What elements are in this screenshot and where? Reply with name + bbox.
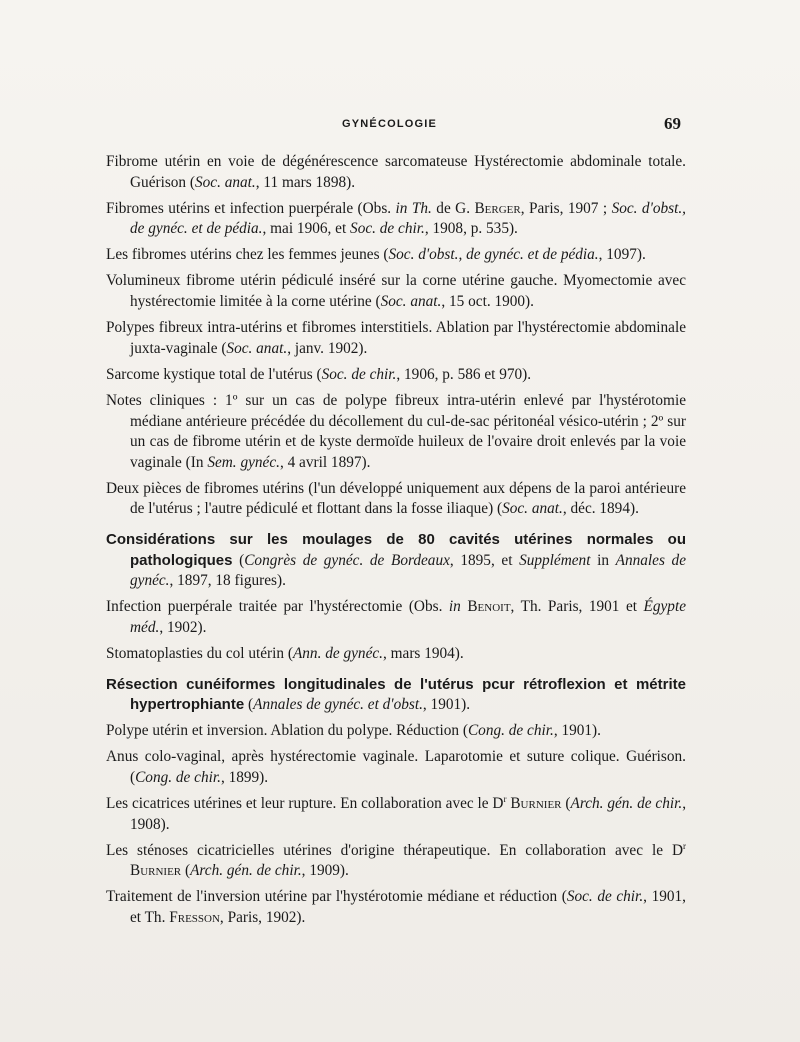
bibliography-entry <box>106 271 686 312</box>
bibliography-entry <box>106 644 686 665</box>
entry-text-run: de G. <box>431 199 475 217</box>
bibliography-entry <box>106 887 686 928</box>
entry-text-run: Soc. de chir. <box>566 888 644 906</box>
entry-text-run: , 1895, et <box>449 551 520 569</box>
entry-text-run: , 1909). <box>301 862 349 880</box>
entry-text-run: Soc. de chir. <box>350 220 425 238</box>
entry-text-run: Arch. gén. de chir. <box>570 795 683 813</box>
bibliography-heading-entry <box>106 530 686 592</box>
entry-text-run: Sarcome kystique total de l'utérus ( <box>106 365 322 383</box>
entry-text-run: , Paris, 1907 ; <box>520 199 612 217</box>
entry-text-run: Soc. d'obst., de gynéc. et de pédia. <box>130 199 686 238</box>
bibliography-entry <box>106 747 686 788</box>
entry-text-run: Ann. de gynéc. <box>292 644 383 662</box>
entry-text-run: , 4 avril 1897). <box>279 453 371 471</box>
entry-text-run: Notes cliniques : 1º sur un cas de polype fibreux intra-utérin enlevé par l'hystérotomie médiane antérieure précédée du décollement du cul-de-sac péritonéal vésico-utérin ; 2º sur un cas de fibrome utérin et de kyste dermoïde huileux de l'ovaire droit enlevés par la voie vaginale (In <box>106 391 686 471</box>
running-head: GYNÉCOLOGIE <box>342 118 438 130</box>
entry-text-run: , 1901). <box>553 722 601 740</box>
entry-text-run: Soc. anat. <box>226 339 288 357</box>
entry-text-run: , 11 mars 1898). <box>255 173 356 191</box>
page-number: 69 <box>664 114 681 133</box>
entry-text-run: Benoit <box>467 598 511 616</box>
bibliography-entry <box>106 391 686 473</box>
bibliography-list <box>106 152 686 934</box>
entry-text-run: Considérations sur les moulages de 80 cavités utérines normales ou pathologiques <box>106 531 686 569</box>
entry-text-run: , 1901, et Th. <box>130 888 686 926</box>
bibliography-entry <box>106 479 686 520</box>
entry-text-run: Cong. de chir. <box>467 722 554 740</box>
entry-text-run: , janv. 1902). <box>287 339 368 357</box>
entry-text-run: Soc. de chir. <box>321 365 397 383</box>
entry-text-run: Stomatoplasties du col utérin ( <box>106 644 293 662</box>
bibliography-entry <box>106 245 686 266</box>
entry-text-run: ( <box>181 862 191 880</box>
bibliography-entry <box>106 794 686 835</box>
bibliography-entry <box>106 841 686 882</box>
entry-text-run: Arch. gén. de chir. <box>190 862 302 880</box>
entry-text-run: , 1901). <box>422 696 471 714</box>
entry-text-run: , 1908). <box>130 795 687 833</box>
entry-text-run: ( <box>244 696 254 714</box>
entry-text-run: ( <box>561 795 571 813</box>
entry-text-run: , 1908, p. 535). <box>424 220 518 238</box>
entry-text-run: Traitement de l'inversion utérine par l'hystérotomie médiane et réduction ( <box>106 888 567 906</box>
entry-text-run: , 1897, 18 figures). <box>169 572 286 590</box>
bibliography-entry <box>106 152 686 193</box>
entry-text-run: Soc. anat. <box>380 293 442 311</box>
entry-text-run: Sem. gynéc. <box>207 453 280 471</box>
entry-text-run: , Th. Paris, 1901 et <box>510 598 644 616</box>
entry-text-run: Résection cunéiformes longitudinales de l'utérus pcur rétroflexion et métrite hypertrophiante <box>106 675 686 714</box>
bibliography-entry <box>106 199 686 240</box>
entry-text-run: Burnier <box>130 862 182 880</box>
entry-text-run: Annales de gynéc. et d'obst. <box>253 696 423 714</box>
bibliography-entry <box>106 597 686 638</box>
entry-text-run: Berger <box>474 199 521 217</box>
entry-text-run: in <box>448 598 461 616</box>
entry-text-run: , 1902). <box>159 618 207 636</box>
entry-text-run: Annales de gynéc. <box>130 551 686 590</box>
entry-text-run: Anus colo-vaginal, après hystérectomie vaginale. Laparotomie et suture colique. Guérison. ( <box>106 748 686 786</box>
entry-text-run: Égypte méd. <box>130 598 686 636</box>
entry-text-run: Soc. d'obst., de gynéc. et de pédia. <box>388 246 599 264</box>
bibliography-entry <box>106 721 686 742</box>
entry-text-run: Fibrome utérin en voie de dégénérescence sarcomateuse Hystérectomie abdominale totale. Guérison ( <box>106 153 686 191</box>
entry-text-run: r <box>503 793 507 804</box>
entry-text-run: Soc. anat. <box>502 500 563 518</box>
entry-text-run: , Paris, 1902). <box>219 909 306 926</box>
entry-text-run: Les fibromes utérins chez les femmes jeunes ( <box>106 246 389 264</box>
bibliography-entry <box>106 318 686 359</box>
entry-text-run: Polype utérin et inversion. Ablation du polype. Réduction ( <box>106 722 468 740</box>
entry-text-run: ( <box>232 551 245 569</box>
entry-text-run: Polypes fibreux intra-utérins et fibromes interstitiels. Ablation par l'hystérectomie abdominale juxta-vaginale ( <box>106 319 686 357</box>
entry-text-run: Fibromes utérins et infection puerpérale (Obs. <box>106 199 396 217</box>
entry-text-run: Fresson <box>169 909 220 926</box>
entry-text-run: r <box>683 840 686 851</box>
entry-text-run: , mars 1904). <box>382 644 464 662</box>
entry-text-run: in Th. <box>395 199 432 217</box>
entry-text-run: Burnier <box>510 795 562 813</box>
entry-text-run: Volumineux fibrome utérin pédiculé inséré sur la corne utérine gauche. Myomectomie avec hystérectomie limitée à la corne utérine ( <box>106 272 686 311</box>
entry-text-run: , 1097). <box>598 246 646 264</box>
entry-text-run: Les cicatrices utérines et leur rupture. En collaboration avec le D <box>106 795 504 813</box>
entry-text-run: Soc. anat. <box>195 173 256 191</box>
entry-text-run: , mai 1906, et <box>262 220 351 238</box>
page-header <box>0 114 800 138</box>
entry-text-run: Supplément <box>519 551 591 569</box>
entry-text-run: , 1906, p. 586 et 970). <box>396 365 532 383</box>
entry-text-run: , 1899). <box>220 768 269 786</box>
entry-text-run: Cong. de chir. <box>135 768 221 786</box>
bibliography-entry <box>106 365 686 386</box>
entry-text-run: , 15 oct. 1900). <box>441 293 534 311</box>
entry-text-run: Infection puerpérale traitée par l'hystérectomie (Obs. <box>106 598 449 616</box>
entry-text-run: Les sténoses cicatricielles utérines d'origine thérapeutique. En collaboration avec le D <box>106 841 683 859</box>
entry-text-run: , déc. 1894). <box>562 500 639 518</box>
entry-text-run: in <box>590 551 616 569</box>
bibliography-heading-entry <box>106 675 686 716</box>
entry-text-run: Deux pièces de fibromes utérins (l'un développé uniquement aux dépens de la paroi antérieure de l'utérus ; l'autre pédiculé et flottant dans la fosse iliaque) ( <box>106 479 686 518</box>
entry-text-run: Congrès de gynéc. de Bordeaux <box>244 551 450 569</box>
